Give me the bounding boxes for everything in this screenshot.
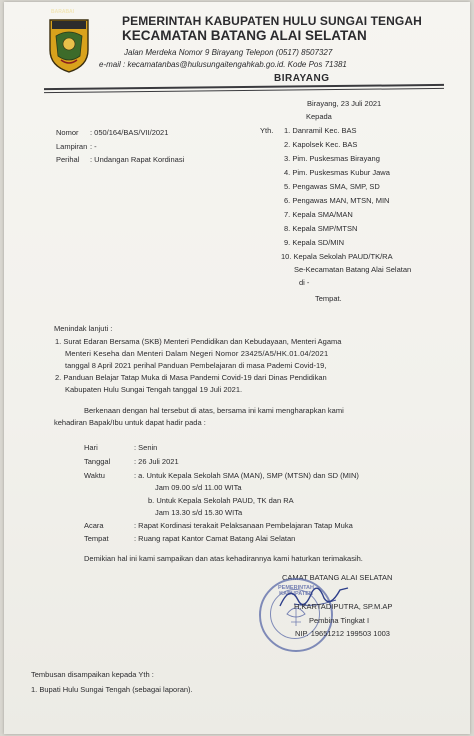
tempat-value: : Ruang rapat Kantor Camat Batang Alai Selatan <box>134 534 296 543</box>
recipient-item: 3. Pim. Puskesmas Birayang <box>284 154 380 163</box>
recipient-item: 9. Kepala SD/MIN <box>284 238 345 247</box>
recipient-di: di - <box>299 278 310 287</box>
lampiran-value: : - <box>90 142 97 151</box>
waktu-a: : a. Untuk Kepala Sekolah SMA (MAN), SMP (MTSN) dan SD (MIN) <box>134 471 359 480</box>
signatory-title: CAMAT BATANG ALAI SELATAN <box>282 573 393 582</box>
tembusan-item: 1. Bupati Hulu Sungai Tengah (sebagai laporan). <box>31 685 193 694</box>
body-ref2-line2: Kabupaten Hulu Sungai Tengah tanggal 19 Juli 2021. <box>65 385 243 394</box>
body-paragraph-line2: kehadiran Bapak/Ibu untuk dapat hadir pada : <box>54 418 206 427</box>
tanggal-label: Tanggal <box>84 457 111 466</box>
kepada-label: Kepada <box>306 112 332 121</box>
regency-logo-icon <box>47 16 91 74</box>
recipient-item: 1. Danramil Kec. BAS <box>284 126 357 135</box>
perihal-label: Perihal <box>56 155 80 164</box>
recipient-item: 4. Pim. Puskesmas Kubur Jawa <box>284 168 390 177</box>
letterhead-address: Jalan Merdeka Nomor 9 Birayang Telepon (0517) 8507327 <box>124 48 333 57</box>
signatory-name: H.KARTADIPUTRA, SP.M.AP <box>294 602 393 611</box>
letterhead-email: e-mail : kecamatanbas@hulusungaitengahkab.go.id. Kode Pos 71381 <box>99 60 347 69</box>
acara-value: : Rapat Kordinasi terakait Pelaksanaan Pembelajaran Tatap Muka <box>134 521 353 530</box>
tanggal-value: : 26 Juli 2021 <box>134 457 179 466</box>
letter-date: Birayang, 23 Juli 2021 <box>307 99 382 108</box>
body-ref1-line2: Menteri Keseha dan Menteri Dalam Negeri Nomor 23425/A5/HK.01.04/2021 <box>65 349 329 358</box>
tembusan-label: Tembusan disampaikan kepada Yth : <box>31 670 154 679</box>
yth-label: Yth. <box>260 126 274 135</box>
body-ref2-line1: 2. Panduan Belajar Tatap Muka di Masa Pandemi Covid-19 dari Dinas Pendidikan <box>55 373 327 382</box>
body-intro: Menindak lanjuti : <box>54 324 113 333</box>
body-paragraph-line1: Berkenaan dengan hal tersebut di atas, bersama ini kami mengharapkan kami <box>84 406 344 415</box>
signatory-rank: Pembina Tingkat I <box>309 616 370 625</box>
closing-text: Demikian hal ini kami sampaikan dan atas kehadirannya kami haturkan terimakasih. <box>84 554 363 563</box>
letterhead-government: PEMERINTAH KABUPATEN HULU SUNGAI TENGAH <box>122 14 422 28</box>
body-ref1-line1: 1. Surat Edaran Bersama (SKB) Menteri Pendidikan dan Kebudayaan, Menteri Agama <box>55 337 342 346</box>
letterhead-town: BIRAYANG <box>274 73 330 84</box>
hari-value: : Senin <box>134 443 158 452</box>
nomor-value: : 050/164/BAS/VII/2021 <box>90 128 169 137</box>
recipient-item: 2. Kapolsek Kec. BAS <box>284 140 358 149</box>
recipient-scope: Se-Kecamatan Batang Alai Selatan <box>294 265 412 274</box>
nomor-label: Nomor <box>56 128 79 137</box>
handwritten-signature-icon <box>274 578 354 618</box>
acara-label: Acara <box>84 521 104 530</box>
stamp-text: PEMERINTAH KABUPATEN <box>278 585 314 597</box>
letter-paper <box>4 2 470 734</box>
body-ref1-line3: tanggal 8 April 2021 perihal Panduan Pembelajaran di masa Pademi Covid-19, <box>65 361 327 370</box>
hari-label: Hari <box>84 443 98 452</box>
logo-text: BARABAI <box>51 9 75 15</box>
waktu-a-jam: Jam 09.00 s/d 11.00 WITa <box>155 483 242 492</box>
recipient-item: 5. Pengawas SMA, SMP, SD <box>284 182 380 191</box>
recipient-place: Tempat. <box>315 294 342 303</box>
waktu-b-jam: Jam 13.30 s/d 15.30 WITa <box>155 508 243 517</box>
signatory-nip: NIP. 19651212 199503 1003 <box>295 629 390 638</box>
letterhead-district: KECAMATAN BATANG ALAI SELATAN <box>122 28 367 43</box>
waktu-b: b. Untuk Kepala Sekolah PAUD, TK dan RA <box>148 496 294 505</box>
recipient-item: 10. Kepala Sekolah PAUD/TK/RA <box>281 252 393 261</box>
waktu-label: Waktu <box>84 471 105 480</box>
lampiran-label: Lampiran <box>56 142 88 151</box>
recipient-item: 8. Kepala SMP/MTSN <box>284 224 358 233</box>
perihal-value: : Undangan Rapat Kordinasi <box>90 155 185 164</box>
tempat-label: Tempat <box>84 534 109 543</box>
recipient-item: 6. Pengawas MAN, MTSN, MIN <box>284 196 390 205</box>
recipient-item: 7. Kepala SMA/MAN <box>284 210 353 219</box>
